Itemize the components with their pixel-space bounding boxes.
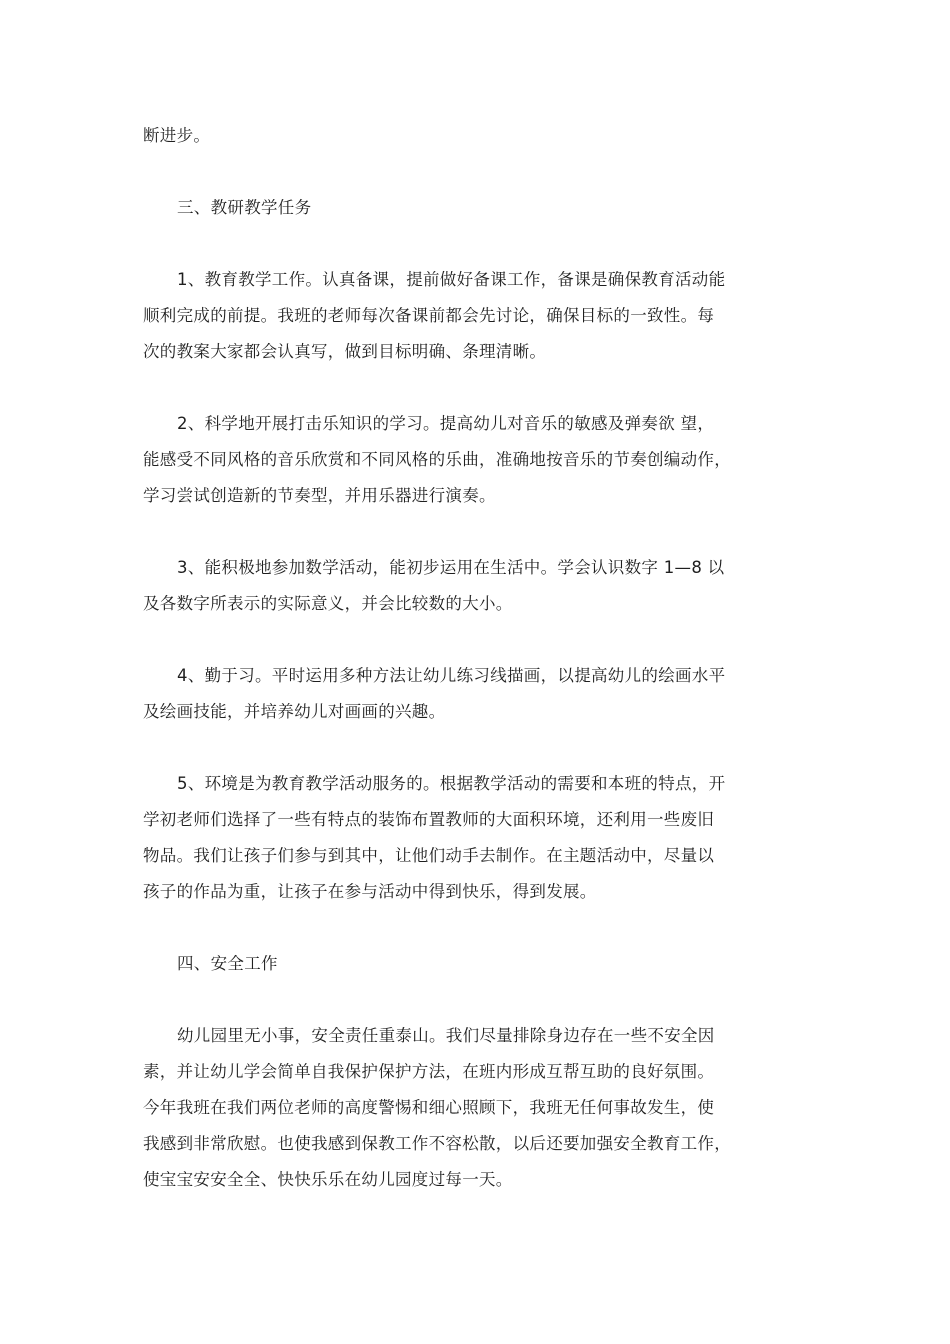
- paragraph-3: [143, 550, 809, 622]
- text-line: 次的教案大家都会认真写，做到目标明确、条理清晰。: [143, 342, 547, 361]
- text-line: 断进步。: [143, 126, 211, 145]
- text-line: 4、勤于习。平时运用多种方法让幼儿练习线描画，以提高幼儿的绘画水平: [177, 666, 726, 685]
- text-line: 孩子的作品为重，让孩子在参与活动中得到快乐，得到发展。: [143, 882, 597, 901]
- text-line: 素，并让幼儿学会简单自我保护保护方法，在班内形成互帮互助的良好氛围。: [143, 1062, 715, 1081]
- text-line: 学初老师们选择了一些有特点的装饰布置教师的大面积环境，还利用一些废旧: [143, 810, 715, 829]
- text-line: 学习尝试创造新的节奏型，并用乐器进行演奏。: [143, 486, 496, 505]
- paragraph-2: [143, 406, 809, 514]
- paragraph-6: [143, 1018, 809, 1198]
- heading-text: 三、教研教学任务: [177, 198, 312, 217]
- text-line: 及各数字所表示的实际意义，并会比较数的大小。: [143, 594, 513, 613]
- text-line: 顺利完成的前提。我班的老师每次备课前都会先讨论，确保目标的一致性。每: [143, 306, 715, 325]
- paragraph-continuation: [143, 118, 809, 154]
- paragraph-1: [143, 262, 809, 370]
- text-line: 使宝宝安安全全、快快乐乐在幼儿园度过每一天。: [143, 1170, 513, 1189]
- text-line: 5、环境是为教育教学活动服务的。根据教学活动的需要和本班的特点，开: [177, 774, 726, 793]
- text-line: 我感到非常欣慰。也使我感到保教工作不容松散，以后还要加强安全教育工作，: [143, 1134, 731, 1153]
- text-line: 今年我班在我们两位老师的高度警惕和细心照顾下，我班无任何事故发生，使: [143, 1098, 715, 1117]
- section-heading-4: [143, 946, 809, 982]
- document-body: [143, 118, 809, 1198]
- text-line: 物品。我们让孩子们参与到其中，让他们动手去制作。在主题活动中，尽量以: [143, 846, 715, 865]
- text-line: 能感受不同风格的音乐欣赏和不同风格的乐曲，准确地按音乐的节奏创编动作，: [143, 450, 731, 469]
- heading-text: 四、安全工作: [177, 954, 278, 973]
- text-line: 3、能积极地参加数学活动，能初步运用在生活中。学会认识数字 1—8 以: [177, 558, 725, 577]
- text-line: 及绘画技能，并培养幼儿对画画的兴趣。: [143, 702, 446, 721]
- section-heading-3: [143, 190, 809, 226]
- paragraph-4: [143, 658, 809, 730]
- text-line: 幼儿园里无小事，安全责任重泰山。我们尽量排除身边存在一些不安全因: [177, 1026, 715, 1045]
- text-line: 1、教育教学工作。认真备课，提前做好备课工作，备课是确保教育活动能: [177, 270, 726, 289]
- paragraph-5: [143, 766, 809, 910]
- text-line: 2、科学地开展打击乐知识的学习。提高幼儿对音乐的敏感及弹奏欲 望，: [177, 414, 715, 433]
